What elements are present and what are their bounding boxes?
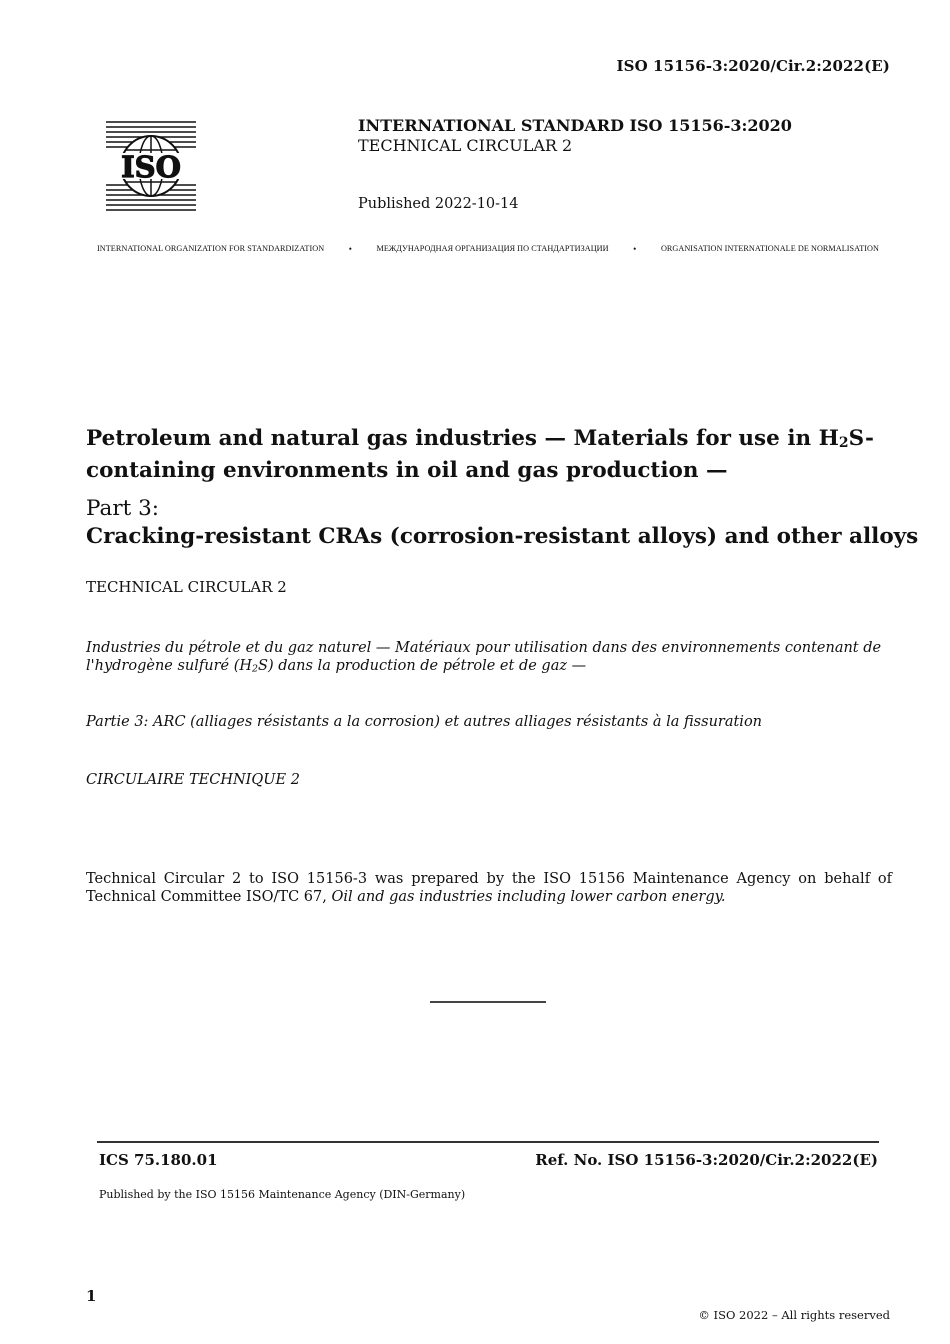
statement-text: Technical Circular 2 to ISO 15156-3 was prepared by the ISO 15156 Maintenance Agency on behalf of Technical Committee ISO/TC 67, — [86, 871, 892, 905]
french-circular-label: CIRCULAIRE TECHNIQUE 2 — [86, 772, 300, 788]
title-text: S-containing environments in oil and gas production — — [86, 426, 874, 484]
preparation-statement — [86, 870, 892, 906]
circular-line: TECHNICAL CIRCULAR 2 — [358, 136, 573, 155]
subscript: 2 — [252, 663, 259, 675]
part-number: Part 3: — [86, 496, 159, 521]
org-name-french: ORGANISATION INTERNATIONALE DE NORMALISATION — [660, 244, 879, 253]
svg-text:ISO: ISO — [121, 150, 181, 184]
french-part-title: Partie 3: ARC (alliages résistants a la corrosion) et autres alliages résistants à la fissuration — [86, 714, 763, 730]
subscript: 2 — [838, 435, 849, 452]
iso-logo-icon — [104, 119, 198, 213]
standard-header — [358, 116, 792, 156]
bullet-separator: • — [633, 244, 637, 254]
org-name-english: INTERNATIONAL ORGANIZATION FOR STANDARDIZATION — [97, 244, 325, 253]
document-reference: ISO 15156-3:2020/Cir.2:2022(E) — [616, 57, 890, 75]
part-title: Cracking-resistant CRAs (corrosion-resistant alloys) and other alloys — [86, 524, 919, 549]
copyright-notice: © ISO 2022 – All rights reserved — [698, 1308, 890, 1322]
org-name-russian: МЕЖДУНАРОДНАЯ ОРГАНИЗАЦИЯ ПО СТАНДАРТИЗАЦИИ — [376, 244, 609, 253]
french-title — [86, 639, 896, 678]
published-date: Published 2022-10-14 — [358, 196, 519, 212]
page-number: 1 — [86, 1287, 97, 1305]
title-text: Petroleum and natural gas industries — Materials for use in H — [86, 426, 839, 451]
publisher-note: Published by the ISO 15156 Maintenance Agency (DIN-Germany) — [99, 1188, 466, 1201]
committee-name: Oil and gas industries including lower carbon energy. — [331, 889, 726, 905]
technical-circular-label: TECHNICAL CIRCULAR 2 — [86, 578, 287, 596]
divider — [430, 1001, 546, 1003]
french-title-text: Industries du pétrole et du gaz naturel — Matériaux pour utilisation dans des environnements contenant de l'hydrogène sulfuré (H — [86, 640, 882, 674]
french-title-text: S) dans la production de pétrole et de gaz — — [258, 658, 587, 674]
document-title — [86, 425, 906, 485]
footer-divider — [97, 1141, 879, 1143]
organization-names — [97, 244, 879, 254]
ics-code: ICS 75.180.01 — [99, 1151, 218, 1169]
reference-number: Ref. No. ISO 15156-3:2020/Cir.2:2022(E) — [535, 1151, 878, 1169]
standard-line: INTERNATIONAL STANDARD ISO 15156-3:2020 — [358, 116, 792, 135]
bullet-separator: • — [348, 244, 352, 254]
